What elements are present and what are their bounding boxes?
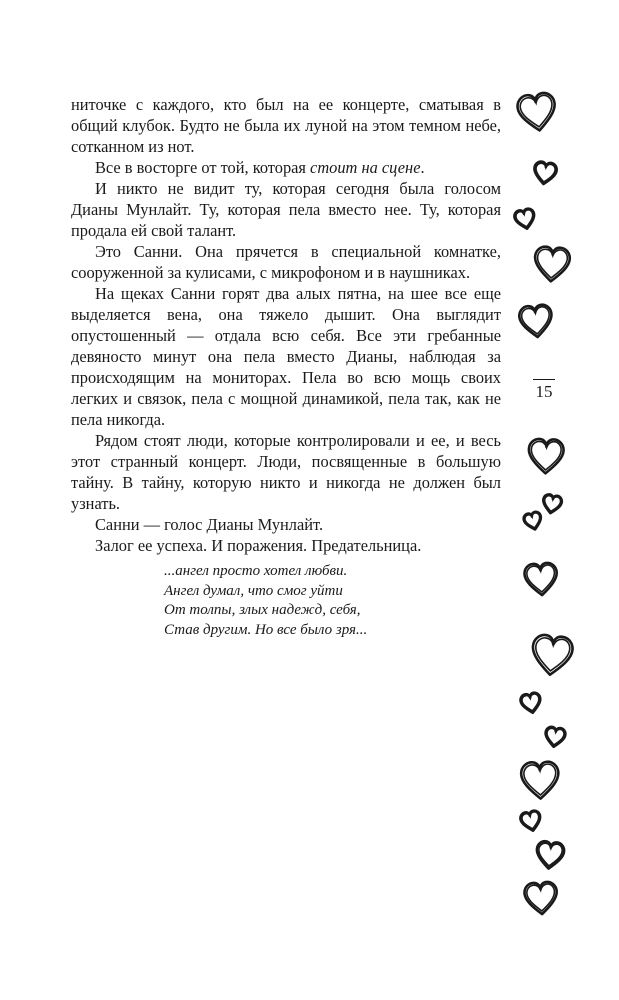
- poem-epigraph: [164, 562, 494, 640]
- heart-icon: [524, 881, 558, 915]
- heart-icon: [516, 92, 558, 133]
- heart-icon: [530, 634, 574, 677]
- heart-icon: [519, 810, 542, 833]
- poem-line-1: ...ангел просто хотел любви.: [164, 563, 348, 579]
- paragraph-2-end: .: [420, 158, 425, 177]
- paragraph-8: Залог ее успеха. И поражения. Предательница.: [95, 536, 422, 555]
- heart-icon: [518, 304, 553, 339]
- poem-line-2: Ангел думал, что смог уйти: [164, 582, 343, 599]
- heart-icon: [523, 511, 544, 532]
- heart-icon: [533, 246, 570, 282]
- paragraph-2: [71, 157, 501, 178]
- paragraph-5: На щеках Санни горят два алых пятна, на шее все еще выделяется вена, она тяжело дышит. Она выглядит опустошенный — отдала всю себя. Все эти гребанные девяносто минут она пела вместо Дианы, наблюдая за происходящим на мониторах. Пела во всю мощь своих легких и связок, пела с мощной динамикой, пела так, как не пела никогда.: [71, 284, 501, 429]
- body-text: [71, 94, 501, 556]
- heart-icon: [520, 692, 543, 715]
- poem-line-4: Став другим. Но все было зря...: [164, 621, 368, 638]
- paragraph-4: Это Санни. Она прячется в специальной комнатке, сооруженной за кулисами, с микрофоном и в наушниках.: [71, 242, 501, 282]
- heart-icon: [544, 726, 566, 748]
- page-number-rule: [533, 379, 555, 380]
- paragraph-7: Санни — голос Дианы Мунлайт.: [95, 515, 324, 534]
- heart-icon: [521, 761, 559, 799]
- page-number-value: 15: [535, 382, 553, 401]
- paragraph-2-start: Все в восторге от той, которая: [95, 158, 311, 177]
- paragraph-3: И никто не видит ту, которая сегодня была голосом Дианы Мунлайт. Ту, которая пела вместо нее. Ту, которая продала ей свой талант.: [71, 179, 501, 240]
- page-number: [529, 378, 559, 403]
- heart-icon: [535, 840, 565, 870]
- heart-icon: [524, 562, 558, 596]
- heart-icon: [532, 161, 557, 186]
- heart-icon: [513, 208, 536, 231]
- heart-icon: [541, 494, 562, 515]
- poem-line-3: От толпы, злых надежд, себя,: [164, 602, 361, 619]
- paragraph-2-italic: стоит на сцене: [310, 158, 421, 177]
- heart-icon: [528, 439, 564, 474]
- paragraph-6: Рядом стоят люди, которые контролировали и ее, и весь этот странный концерт. Люди, посвященные в большую тайну. В тайну, которую никто и никогда не должен был узнать.: [71, 431, 501, 513]
- paragraph-1: ниточке с каждого, кто был на ее концерте, сматывая в общий клубок. Будто не была их луной на этом темном небе, сотканном из нот.: [71, 95, 501, 156]
